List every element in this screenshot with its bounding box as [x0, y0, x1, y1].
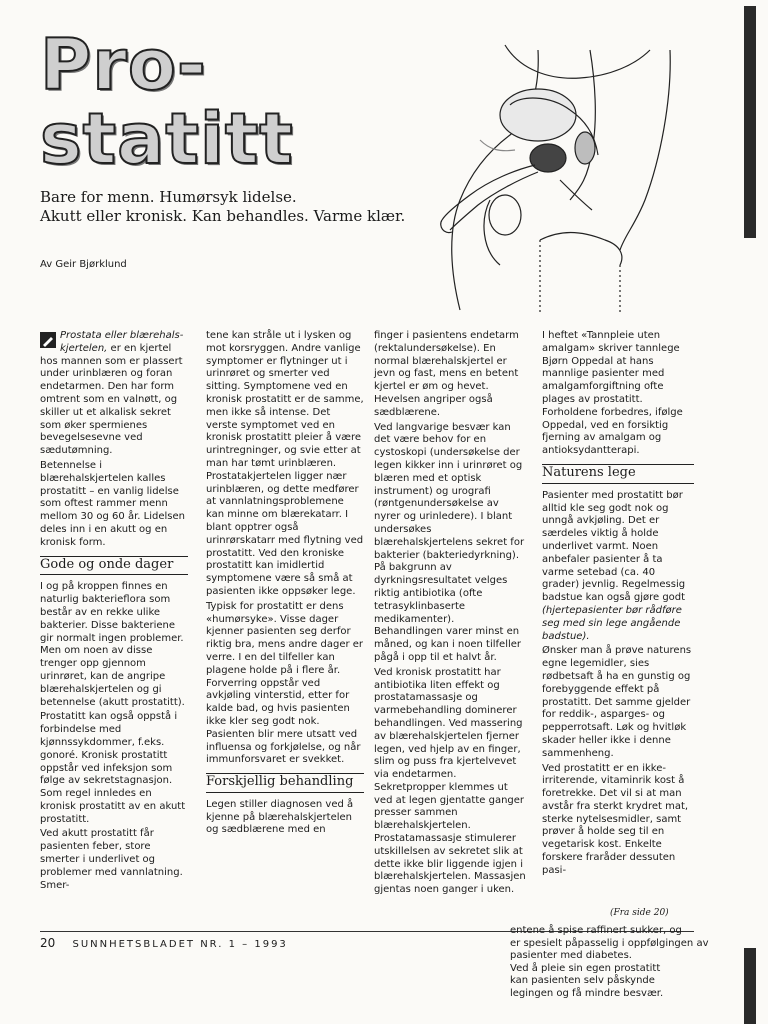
- pen-nib-icon: [40, 332, 56, 348]
- paragraph: I heftet «Tannpleie uten amalgam» skriver tannlege Bjørn Oppedal at hans mannlige pasienter med amalgamforgiftning ofte plages av prostatitt. Forholdene forbedres, ifølge Oppedal, ved en forsiktig fjerning av amalgam og antioksydantterapi.: [542, 330, 683, 457]
- paragraph: Typisk for prostatitt er dens «humørsyke». Visse dager kjenner pasienten seg derfor riktig bra, mens andre dager er verre. I en del tilfeller kan plagene holde på i flere år. Forverring oppstår ved avkjøling vinterstid, etter for kalde bad, og hvis pasienten ikke kler seg godt nok. Pasienten blir mere utsatt ved influensa og forkjølelse, og når immunforsvaret er svekket.: [206, 600, 364, 766]
- paragraph: Prostatitt kan også oppstå i forbindelse med kjønnssykdommer, f.eks. gonoré. Kronisk prostatitt oppstår ved infeksjon som følge av sekretstagnasjon. Som regel innledes en kronisk prostatitt av en akutt prostatitt.: [40, 711, 186, 825]
- paragraph-text: Pasienter med prostatitt bør alltid kle seg godt nok og unngå avkjøling. Det er særdeles viktig å holde underlivet varmt. Noen anbefaler pasienter å ta varme setebad (ca. 40 grader) jevnlig. Regelmessig badstue kan også gjøre godt: [542, 489, 686, 604]
- scan-edge-mark: [744, 948, 756, 1024]
- column-4: [542, 330, 694, 880]
- paragraph: Ved akutt prostatitt får pasienten feber, store smerter i underlivet og problemer med vannlatning. Smer-: [40, 828, 183, 891]
- section-heading: Gode og onde dager: [40, 556, 188, 576]
- article-title-line1: Pro-: [40, 24, 207, 106]
- paragraph-note: (hjertepasienter bør rådføre seg med sin lege angående badstue).: [542, 604, 682, 642]
- scan-edge-mark: [744, 6, 756, 238]
- column-2: [206, 330, 364, 839]
- paragraph: Ønsker man å prøve naturens egne legemidler, sies rødbetsaft å ha en gunstig og forebyggende effekt på prostatitt. Det samme gjelder for reddik-, asparges- og pepperrotsaft. Løk og hvitløk skader heller ikke i denne sammenheng.: [542, 645, 692, 759]
- magazine-name: SUNNHETSBLADET NR. 1 – 1993: [72, 939, 288, 950]
- byline: Av Geir Bjørklund: [40, 259, 127, 270]
- paragraph: [542, 490, 694, 644]
- article-title-line2: statitt: [40, 98, 294, 180]
- page-number: 20: [40, 936, 56, 950]
- paragraph: tene kan stråle ut i lysken og mot korsryggen. Andre vanlige symptomer er flytninger ut i urinrøret og smerter ved sitting. Symptomene ved en kronisk prostatitt er de samme, men ikke så intense. Det verste symptomet ved en kronisk prostatitt pleier å være urintregninger, og svie etter at man har tømt urinblæren. Prostatakjertelen ligger nær urinblæren, og dette medfører at vannlatningsproblemene kan minne om blærekatarr. I blant opptrer også urinrørskatarr med flytning ved prostatitt. Ved den kroniske prostatitt kan imidlertid symptomene være så små at pasienten ikke oppsøker lege.: [206, 330, 364, 597]
- subtitle-line2: Akutt eller kronisk. Kan behandles. Varme klær.: [40, 207, 406, 225]
- paragraph: Ved kronisk prostatitt har antibiotika liten effekt og prostatamassasje og varmebehandling dominerer behandlingen. Ved massering av blærehalskjertelen fjerner legen, ved hjelp av en finger, slim og puss fra kjertelvevet via endetarmen. Sekretpropper klemmes ut ved at legen gjentatte ganger presser sammen blærehalskjertelen. Prostatamassasje stimulerer utskillelsen av sekretet slik at dette ikke blir liggende igjen i blærehalskjertelen. Massasjen gjentas noen ganger i uken.: [374, 666, 526, 896]
- intro-term: Prostata eller blærehals-kjertelen,: [60, 330, 184, 354]
- paragraph: Legen stiller diagnosen ved å kjenne på blærehalskjertelen og sædblærene med en: [206, 798, 354, 836]
- folio: [40, 936, 288, 950]
- section-heading: Forskjellig behandling: [206, 773, 364, 793]
- subtitle: [40, 188, 420, 226]
- anatomy-illustration: [420, 40, 682, 312]
- section-heading: Naturens lege: [542, 464, 694, 484]
- paragraph: finger i pasientens endetarm (rektalundersøkelse). En normal blærehalskjertel er jevn og fast, mens en betent kjertel er øm og hevet. Hevelsen angriper også sædblærene.: [374, 330, 519, 418]
- continued-text: entene å spise raffinert sukker, og er spesielt påpasselig i oppfølgingen av pasienter med diabetes. Ved å pleie sin egen prostatitt kan pasienten selv påskynde legingen og få mindre besvær.: [510, 925, 709, 999]
- paragraph: Betennelse i blærehalskjertelen kalles prostatitt – en vanlig lidelse som oftest rammer menn mellom 30 og 60 år. Lidelsen deles inn i en akutt og en kronisk form.: [40, 459, 185, 548]
- column-1: [40, 330, 188, 894]
- paragraph: Ved prostatitt er en ikke-irriterende, vitaminrik kost å foretrekke. Det vil si at man avstår fra sterkt krydret mat, sterke nytelsesmidler, samt prøver å holde seg til en vegetarisk kost. Enkelte forskere fraråder dessuten pasi-: [542, 762, 689, 876]
- column-3: [374, 330, 526, 899]
- continuation-reference: (Fra side 20): [610, 908, 669, 918]
- paragraph: I og på kroppen finnes en naturlig bakterieflora som består av en rekke ulike bakterier. Disse bakteriene gir normalt ingen problemer. Men om noen av disse trenger opp gjennom urinrøret, kan de angripe blærehalskjertelen og gi betennelse (akutt prostatitt).: [40, 581, 185, 708]
- paragraph: Ved langvarige besvær kan det være behov for en cystoskopi (undersøkelse der legen kikker inn i urinrøret og blæren med et optisk instrument) og urografi (røntgenundersøkelse av nyrer og urinledere). I blant undersøkes blærehalskjertelens sekret for bakterier (bakteriedyrkning). På bakgrunn av dyrkningsresultatet velges riktig antibiotika (ofte tetrasyklinbaserte medikamenter). Behandlingen varer minst en måned, og kan i noen tilfeller pågå i opp til et halvt år.: [374, 421, 525, 663]
- intro-paragraph: [40, 330, 188, 458]
- intro-text: er en kjertel hos mannen som er plassert under urinblæren og foran endetarmen. Den har form omtrent som en valnøtt, og skiller ut et alkalisk sekret som øker spermienes bevegelsesevne ved sædutømning.: [40, 342, 183, 457]
- subtitle-line1: Bare for menn. Humørsyk lidelse.: [40, 188, 297, 206]
